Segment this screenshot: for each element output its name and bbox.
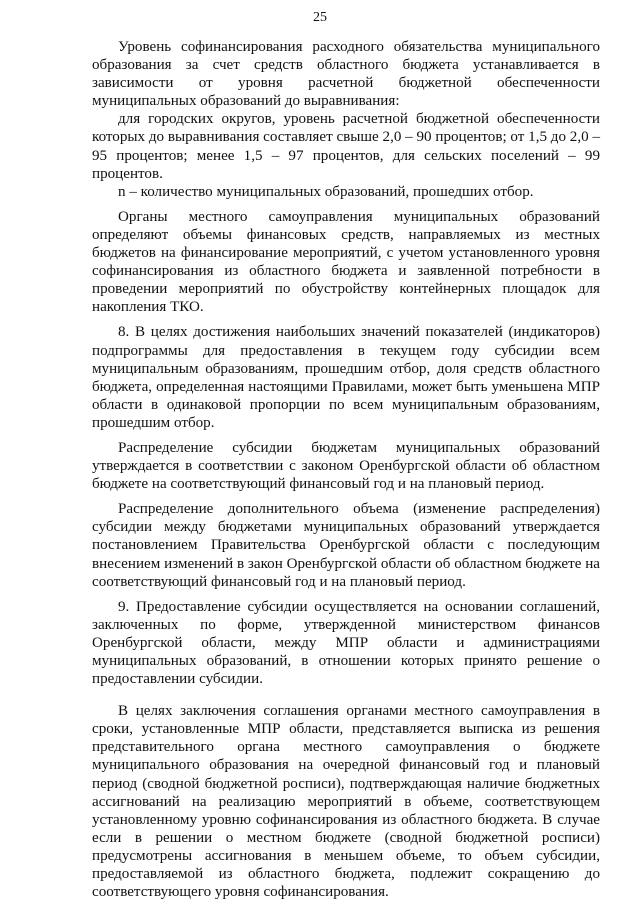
paragraph-local-authorities: Органы местного самоуправления муниципальных образований определяют объемы финансовых средств, направляемых из местных бюджетов на финансирование мероприятий, с учетом установленного уровня софинансирования из областного бюджета и заявленной потребности в проведении мероприятий по обустройству контейнерных площадок для накопления ТКО. (92, 208, 600, 316)
paragraph-n-definition: n – количество муниципальных образований, прошедших отбор. (118, 183, 534, 200)
page-number: 25 (313, 10, 327, 25)
paragraph-section-9: 9. Предоставление субсидии осуществляется на основании соглашений, заключенных по форме, утвержденной министерством финансов Оренбургской области, между МПР области и администрациями муниципальных образований, в отношении которых принято решение о предоставлении субсидии. (92, 598, 600, 688)
paragraph-agreement: В целях заключения соглашения органами местного самоуправления в сроки, установленные МПР области, представляется выписка из решения представительного органа местного самоуправления о бюджете муниципального образования на очередной финансовый год и плановый период (сводной бюджетной росписи), подтверждающая наличие бюджетных ассигнований на реализацию мероприятий в объеме, соответствующем установленному уровню софинансирования из областного бюджета. В случае если в решении о местном бюджете (сводной бюджетной росписи) предусмотрены ассигнования в меньшем объеме, то объем субсидии, предоставляемой из областного бюджета, подлежит сокращению до соответствующего уровня софинансирования. (92, 703, 600, 901)
paragraph-urban-districts: для городских округов, уровень расчетной бюджетной обеспеченности которых до выравнивания составляет свыше 2,0 – 90 процентов; от 1,5 до 2,0 – 95 процентов; менее 1,5 – 97 процентов, для сельских поселений – 99 процентов. (92, 111, 600, 182)
paragraph-additional-distribution: Распределение дополнительного объема (изменение распределения) субсидии между бюджетами муниципальных образований утверждается постановлением Правительства Оренбургской области с последующим внесением изменений в закон Оренбургской области об областном бюджете на соответствующий финансовый год и на плановый период. (92, 501, 600, 590)
document-body (92, 38, 600, 901)
paragraph-distribution: Распределение субсидии бюджетам муниципальных образований утверждается в соответствии с законом Оренбургской области об областном бюджете на соответствующий финансовый год и на плановый период. (92, 439, 600, 493)
paragraph-section-8: 8. В целях достижения наибольших значений показателей (индикаторов) подпрограммы для предоставления в текущем году субсидии всем муниципальным образованиям, прошедшим отбор, доля средств областного бюджета, определенная настоящими Правилами, может быть уменьшена МПР области в одинаковой пропорции по всем муниципальным образованиям, прошедшим отбор. (92, 324, 600, 431)
paragraph-cofinancing-level: Уровень софинансирования расходного обязательства муниципального образования за счет средств областного бюджета устанавливается в зависимости от уровня расчетной бюджетной обеспеченности муниципальных образований до выравнивания: (92, 39, 600, 110)
